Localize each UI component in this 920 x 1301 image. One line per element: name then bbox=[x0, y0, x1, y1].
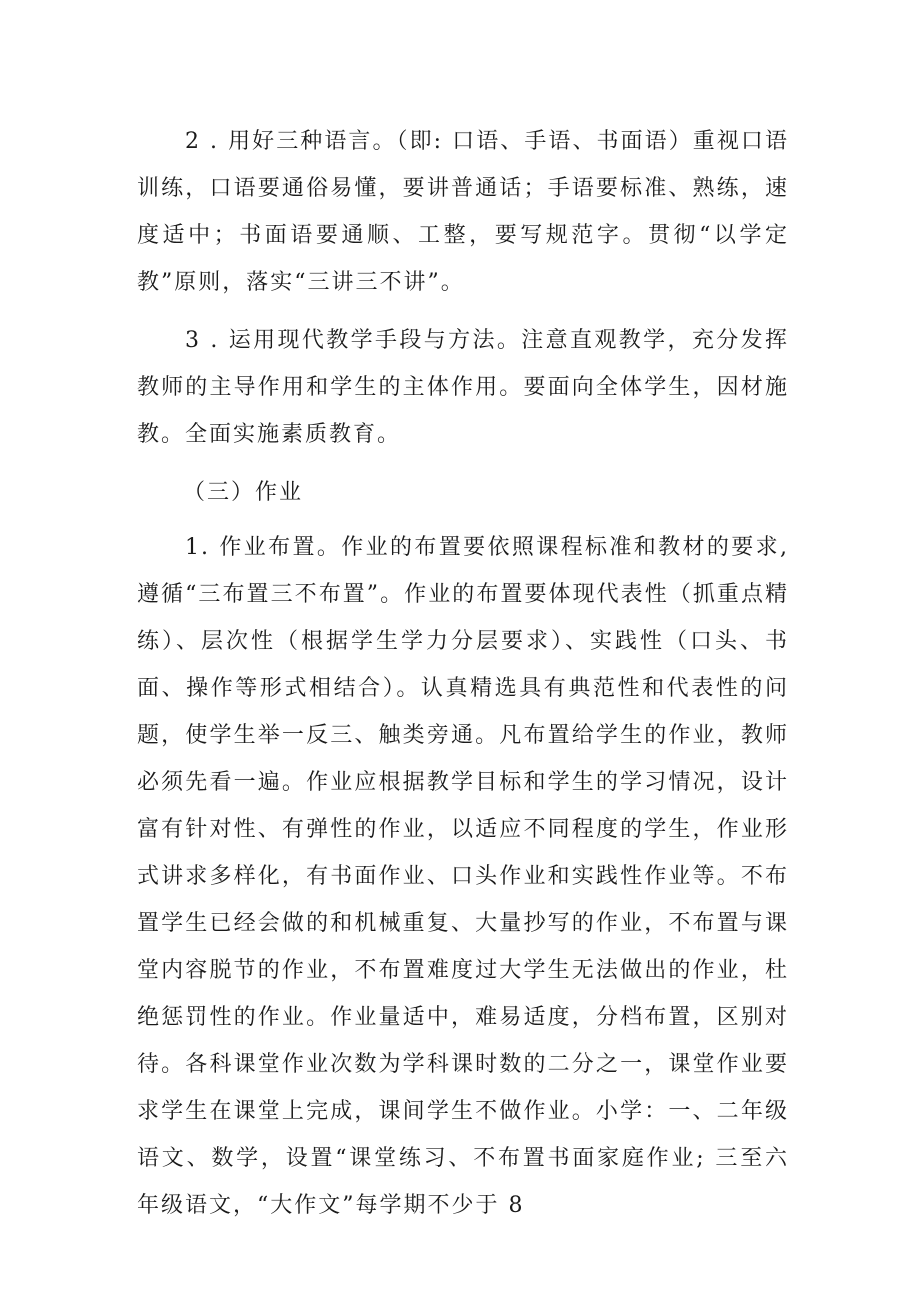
section-heading-homework: （三）作业 bbox=[183, 480, 304, 505]
paragraph-item-3: 3 . 运用现代教学手段与方法。注意直观教学，充分发挥教师的主导作用和学生的主体作用。要面向全体学生，因材施教。全面实施素质教育。 bbox=[137, 328, 789, 447]
paragraph-homework-assignment: 1. 作业布置。作业的布置要依照课程标准和教材的要求,遵循“三布置三不布置”。作业的布置要体现代表性（抓重点精练）、层次性（根据学生学力分层要求）、实践性（口头、书面、操作等形式相结合）。认真精选具有典范性和代表性的问题，使学生举一反三、触类旁通。凡布置给学生的作业，教师必须先看一遍。作业应根据教学目标和学生的学习情况，设计富有针对性、有弹性的作业，以适应不同程度的学生，作业形式讲求多样化，有书面作业、口头作业和实践性作业等。不布置学生已经会做的和机械重复、大量抄写的作业，不布置与课堂内容脱节的作业，不布置难度过大学生无法做出的作业，杜绝惩罚性的作业。作业量适中，难易适度，分档布置，区别对待。各科课堂作业次数为学科课时数的二分之一，课堂作业要求学生在课堂上完成，课间学生不做作业。小学：一、二年级语文、数学，设置“课堂练习、不布置书面家庭作业; 三至六年级语文，“大作文”每学期不少于 8 bbox=[137, 535, 789, 1218]
paragraph-item-2: 2 . 用好三种语言。（即: 口语、手语、书面语）重视口语训练，口语要通俗易懂，要讲普通话；手语要标准、熟练，速度适中；书面语要通顺、工整，要写规范字。贯彻“以学定教”原则，落实“三讲三不讲”。 bbox=[137, 129, 789, 295]
document-body bbox=[137, 118, 789, 1229]
